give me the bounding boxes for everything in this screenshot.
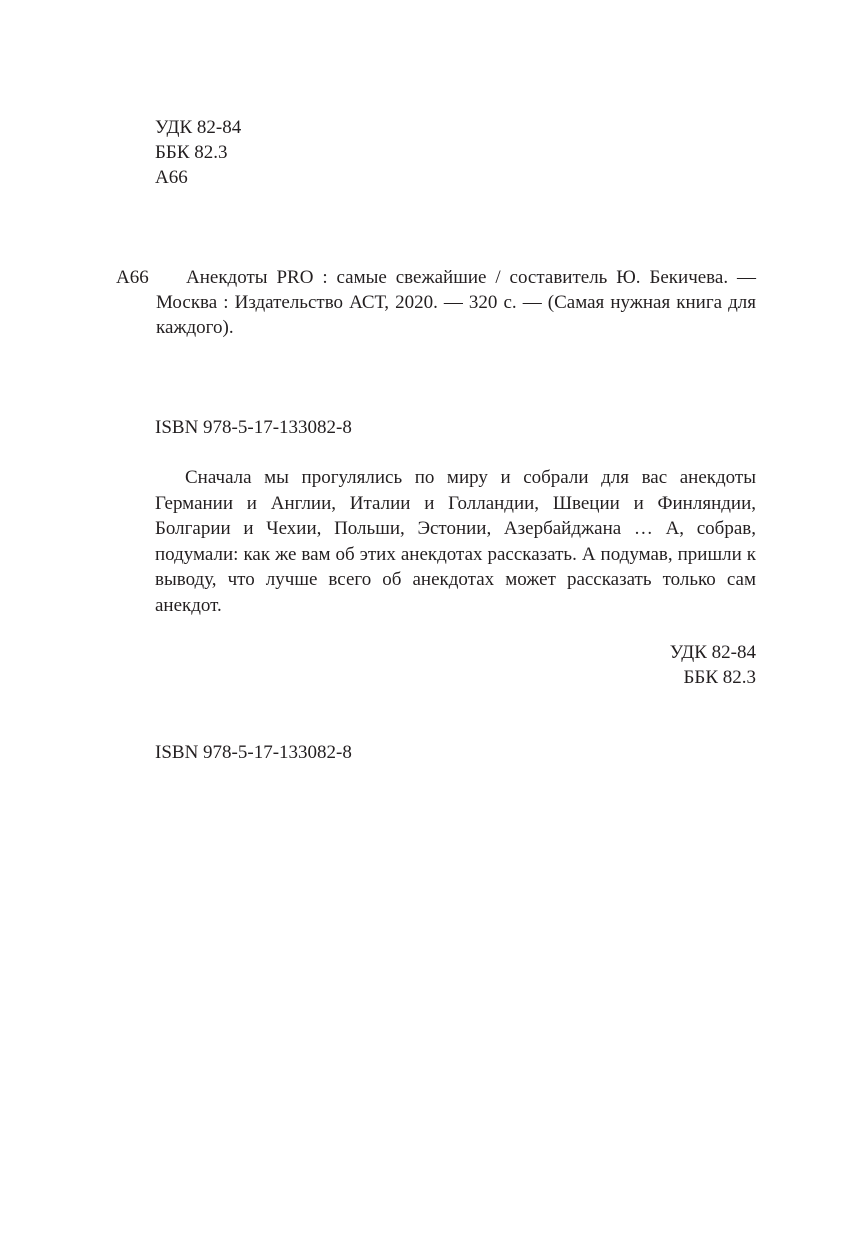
bottom-classification-codes [555,640,756,690]
udk-code-bottom: УДК 82-84 [669,642,756,663]
isbn-top: ISBN 978-5-17-133082-8 [155,417,352,438]
catalog-entry [116,265,756,340]
bbk-code: ББК 82.3 [155,142,228,163]
top-classification-codes [155,115,241,190]
isbn-bottom: ISBN 978-5-17-133082-8 [155,742,352,763]
author-mark: А66 [155,167,188,188]
bbk-code-bottom: ББК 82.3 [683,667,756,688]
annotation-paragraph: Сначала мы прогулялись по миру и собрали для вас анекдоты Германии и Англии, Италии и Голландии, Швеции и Финляндии, Болгарии и Чехии, Польши, Эстонии, Азербайджана … А, собрав, подумали: как же вам об этих анекдотах рассказать. А подумав, пришли к выводу, что лучше всего об анекдотах может рассказать только сам анекдот. [155,467,756,616]
catalog-code: А66 [116,267,149,288]
catalog-description: Анекдоты PRO : самые свежайшие / составитель Ю. Бекичева. — Москва : Издательство АСТ, 2020. — 320 с. — (Самая нужная книга для каждого). [156,267,756,338]
udk-code: УДК 82-84 [155,117,242,138]
